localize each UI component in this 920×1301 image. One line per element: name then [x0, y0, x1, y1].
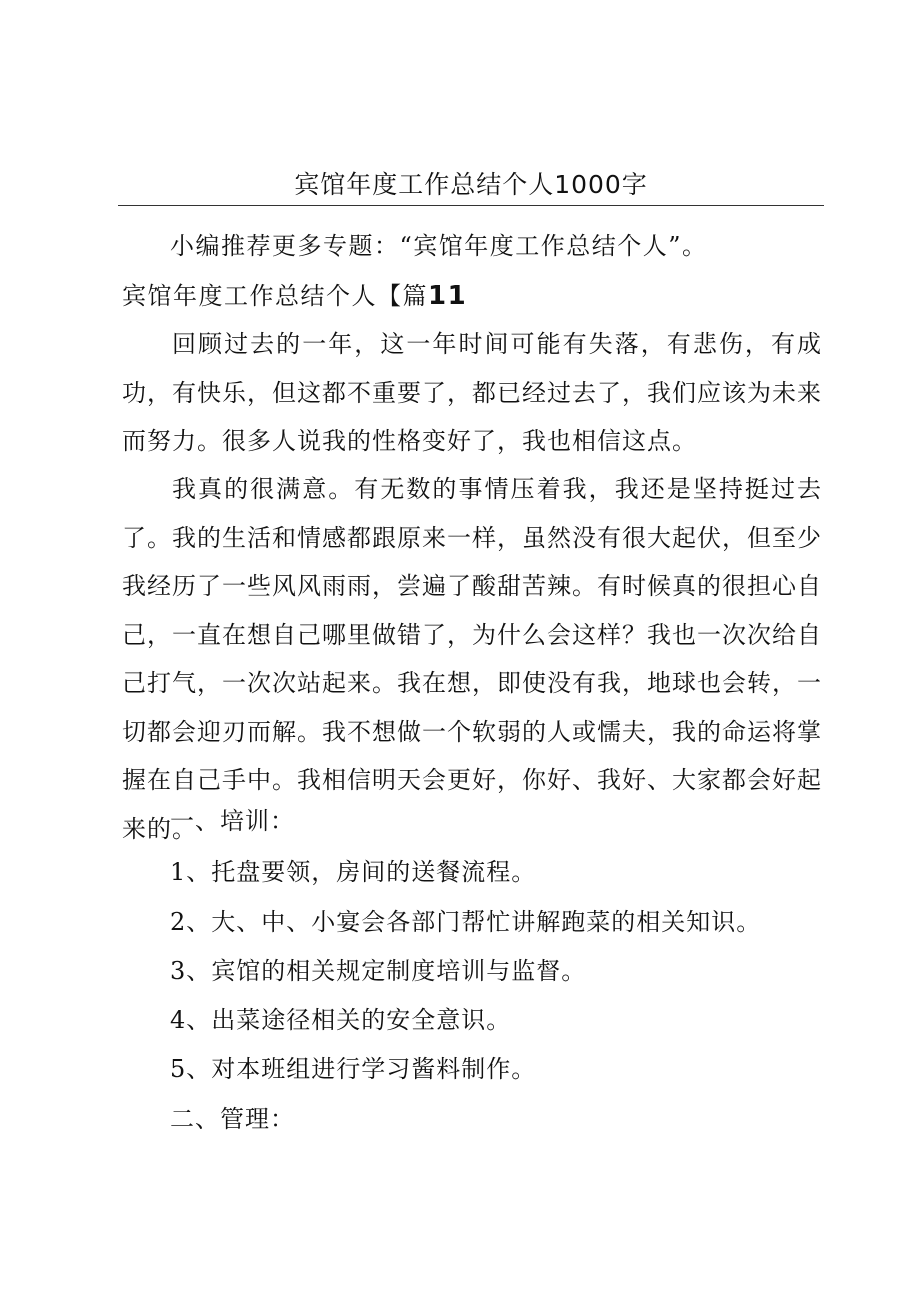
document-title: 宾馆年度工作总结个人1000字	[294, 170, 648, 199]
section-heading-number: 11	[428, 281, 468, 311]
training-item-4: 4、出菜途径相关的安全意识。	[170, 1006, 512, 1034]
training-item-3: 3、宾馆的相关规定制度培训与监督。	[170, 957, 587, 985]
section-heading	[122, 280, 467, 312]
training-item-2: 2、大、中、小宴会各部门帮忙讲解跑菜的相关知识。	[170, 908, 762, 936]
training-item-5: 5、对本班组进行学习酱料制作。	[170, 1055, 537, 1083]
section-heading-text: 宾馆年度工作总结个人【篇	[122, 282, 428, 310]
training-item-1: 1、托盘要领，房间的送餐流程。	[170, 858, 537, 886]
title-divider	[118, 205, 824, 206]
management-heading: 二、管理：	[170, 1105, 295, 1133]
recommend-text: 小编推荐更多专题：“宾馆年度工作总结个人”。	[170, 232, 708, 260]
paragraph-2: 我真的很满意。有无数的事情压着我，我还是坚持挺过去了。我的生活和情感都跟原来一样，虽然没有很大起伏，但至少我经历了一些风风雨雨，尝遍了酸甜苦辣。有时候真的很担心自己，一直在想自己哪里做错了，为什么会这样？我也一次次给自己打气，一次次站起来。我在想，即使没有我，地球也会转，一切都会迎刃而解。我不想做一个软弱的人或懦夫，我的命运将掌握在自己手中。我相信明天会更好，你好、我好、大家都会好起来的。	[122, 475, 822, 843]
training-heading: 一、培训：	[170, 807, 295, 835]
paragraph-1: 回顾过去的一年，这一年时间可能有失落，有悲伤，有成功，有快乐，但这都不重要了，都已经过去了，我们应该为未来而努力。很多人说我的性格变好了，我也相信这点。	[122, 330, 822, 455]
